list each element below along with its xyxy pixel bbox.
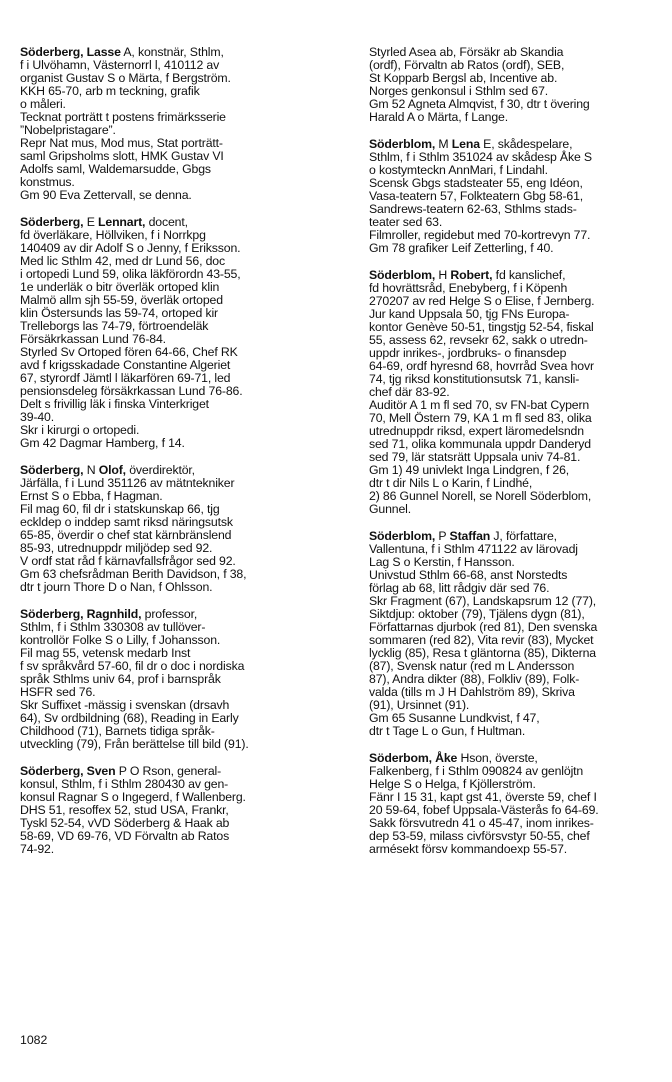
entry-text-line: DHS 51, resoffex 52, stud USA, Frankr, xyxy=(20,803,229,817)
entry-text: fd kanslichef, xyxy=(492,268,566,282)
entry-text-line: Gm 65 Susanne Lundkvist, f 47, xyxy=(369,711,540,725)
entry-text-line: Gm 42 Dagmar Hamberg, f 14. xyxy=(20,436,185,450)
entry-text-line: Adolfs saml, Waldemarsudde, Gbgs xyxy=(20,162,211,176)
entry-text-line: Ernst S o Ebba, f Hagman. xyxy=(20,489,163,503)
entry-text-line: Tecknat porträtt t postens frimärksserie xyxy=(20,110,226,124)
entry-text-line: 64-69, ordf hyresnd 68, hovrråd Svea hovr xyxy=(369,359,594,373)
entry-text-line: utveckling (79), Från berättelse till bild (91). xyxy=(20,737,249,751)
entry-text: docent, xyxy=(145,215,188,229)
entry-text-line: (91), Ursinnet (91). xyxy=(369,698,470,712)
entry-text-line: Jur kand Uppsala 50, tjg FNs Europa- xyxy=(369,307,570,321)
entry-text-line: teater sed 63. xyxy=(369,215,443,229)
entry-text-line: Norges genkonsul i Sthlm sed 67. xyxy=(369,84,549,98)
entry-text-line: Trelleborgs las 74-79, förtroendeläk xyxy=(20,319,209,333)
entry-text-line: HSFR sed 76. xyxy=(20,685,96,699)
entry-text-line: Gm 52 Agneta Almqvist, f 30, dtr t övering xyxy=(369,97,590,111)
entry-text-line: Gm 1) 49 univlekt Inga Lindgren, f 26, xyxy=(369,463,570,477)
entry-text-line: 140409 av dir Adolf S o Jenny, f Eriksson. xyxy=(20,241,241,255)
entry-text-line: Gm 78 grafiker Leif Zetterling, f 40. xyxy=(369,241,554,255)
entry-name: Söderberg, xyxy=(20,215,84,229)
entry-text-line: dtr t Tage L o Gun, f Hultman. xyxy=(369,724,526,738)
entry-text-line: Försäkrkassan Lund 76-84. xyxy=(20,332,166,346)
entry-text-line: f i Ulvöhamn, Västernorrl l, 410112 av xyxy=(20,58,220,72)
entry-text-line: Lag S o Kerstin, f Hansson. xyxy=(369,555,515,569)
entry-text-line: sommaren (red 82), Vita revir (83), Mycket xyxy=(369,633,594,647)
entry-name: Lennart, xyxy=(98,215,146,229)
entry-text: E xyxy=(83,215,99,229)
entry-text-line: sed 71, olika kommunala uppdr Danderyd xyxy=(369,437,591,451)
entry-text-line: (ordf), Förvaltn ab Ratos (ordf), SEB, xyxy=(369,58,565,72)
entry-text-line: 67, styrordf Jämtl l läkarfören 69-71, led xyxy=(20,371,231,385)
left-column xyxy=(20,46,338,870)
biography-entry xyxy=(20,216,338,450)
entry-text-line: 74-92. xyxy=(20,842,54,856)
entry-text-line: 1e underläk o bitr överläk ortoped klin xyxy=(20,280,220,294)
entry-text-line: i ortopedi Lund 59, olika läkförordn 43-55, xyxy=(20,267,241,281)
entry-text-line: lycklig (85), Resa t gläntorna (85), Dikterna xyxy=(369,646,596,660)
entry-text-line: Fil mag 55, vetensk medarb Inst xyxy=(20,646,191,660)
entry-name: Söderberg, Lasse xyxy=(20,45,121,59)
entry-text-line: Sthlm, f i Sthlm 351024 av skådesp Åke S xyxy=(369,150,592,164)
entry-heading-line: Styrled Asea ab, Försäkr ab Skandia xyxy=(369,45,564,59)
entry-text-line: valda (tills m J H Dahlström 89), Skriva xyxy=(369,685,575,699)
entry-text-line: språk Sthlms univ 64, prof i barnspråk xyxy=(20,672,221,686)
entry-text-line: Harald A o Märta, f Lange. xyxy=(369,110,508,124)
entry-text-line: Skr i kirurgi o ortopedi. xyxy=(20,423,140,437)
entry-text-line: saml Gripsholms slott, HMK Gustav VI xyxy=(20,149,224,163)
entry-text-line: 85-93, utrednuppdr miljödep sed 92. xyxy=(20,541,213,555)
entry-text-line: 65-85, överdir o chef stat kärnbränslend xyxy=(20,528,232,542)
entry-name: Söderblom, xyxy=(369,137,436,151)
biography-entry xyxy=(20,464,338,594)
entry-text-line: 74, tjg riksd konstitutionsutsk 71, kansli- xyxy=(369,372,580,386)
entry-text: H xyxy=(435,268,451,282)
entry-text-line: o kostymteckn AnnMari, f Lindahl. xyxy=(369,163,548,177)
entry-text-line: Sakk försvutredn 41 o 45-47, inom inrikes- xyxy=(369,816,594,830)
biography-entry xyxy=(369,752,669,856)
entry-text-line: 64), Sv ordbildning (68), Reading in Early xyxy=(20,711,239,725)
entry-text-line: armésekt försv kommandoexp 55-57. xyxy=(369,842,568,856)
entry-text-line: Skr Suffixet -mässig i svenskan (drsavh xyxy=(20,698,230,712)
entry-name: Robert, xyxy=(450,268,493,282)
entry-text-line: dtr t journ Thore D o Nan, f Ohlsson. xyxy=(20,580,213,594)
entry-text-line: chef där 83-92. xyxy=(369,385,450,399)
entry-text-line: o måleri. xyxy=(20,97,66,111)
entry-name: Olof, xyxy=(98,463,126,477)
entry-name: Söderberg, Ragnhild, xyxy=(20,607,142,621)
entry-text-line: Auditör A 1 m fl sed 70, sv FN-bat Cypern xyxy=(369,398,590,412)
entry-text-line: sed 79, lär statsrätt Uppsala univ 74-81. xyxy=(369,450,581,464)
entry-text-line: 2) 86 Gunnel Norell, se Norell Söderblom, xyxy=(369,489,592,503)
entry-text-line: Repr Nat mus, Mod mus, Stat porträtt- xyxy=(20,136,223,150)
biography-entry xyxy=(369,530,669,738)
entry-text-line: 55, assess 62, revsekr 62, sakk o utredn- xyxy=(369,333,588,347)
entry-name: Lena xyxy=(451,137,480,151)
entry-text-line: Författarnas djurbok (red 81), Den svenska xyxy=(369,620,598,634)
biography-entry xyxy=(20,46,338,202)
entry-text-line: fd överläkare, Höllviken, f i Norrkpg xyxy=(20,228,206,242)
entry-text-line: 70, Mell Östern 79, KA 1 m fl sed 83, olika xyxy=(369,411,592,425)
entry-text-line: Järfälla, f i Lund 351126 av mätntekniker xyxy=(20,476,235,490)
entry-text-line: Malmö allm sjh 55-59, överläk ortoped xyxy=(20,293,223,307)
entry-text-line: Gm 63 chefsrådman Berith Davidson, f 38, xyxy=(20,567,247,581)
entry-text-line: ”Nobelpristagare”. xyxy=(20,123,116,137)
entry-text: Hson, överste, xyxy=(457,751,538,765)
entry-text-line: kontrollör Folke S o Lilly, f Johansson. xyxy=(20,633,221,647)
entry-text-line: Vasa-teatern 57, Folkteatern Gbg 58-61, xyxy=(369,189,584,203)
entry-text-line: V ordf stat råd f kärnavfallsfrågor sed 92. xyxy=(20,554,236,568)
entry-text-line: Tyskl 52-54, vVD Söderberg & Haak ab xyxy=(20,816,230,830)
entry-text-line: Styrled Sv Ortoped fören 64-66, Chef RK xyxy=(20,345,238,359)
entry-text-line: Univstud Sthlm 66-68, anst Norstedts xyxy=(369,568,568,582)
entry-text-line: organist Gustav S o Märta, f Bergström. xyxy=(20,71,231,85)
entry-text: professor, xyxy=(141,607,198,621)
biography-entry xyxy=(369,269,669,516)
entry-text-line: Skr Fragment (67), Landskapsrum 12 (77), xyxy=(369,594,597,608)
entry-text-line: utrednuppdr riksd, expert läromedelsndn xyxy=(369,424,584,438)
entry-text-line: 270207 av red Helge S o Elise, f Jernberg. xyxy=(369,294,595,308)
page-number: 1082 xyxy=(20,1033,48,1047)
entry-text-line: Sthlm, f i Sthlm 330308 av tullöver- xyxy=(20,620,206,634)
entry-text-line: dtr t dir Nils L o Karin, f Lindhé, xyxy=(369,476,533,490)
entry-text-line: Delt s frivillig läk i finska Vinterkriget xyxy=(20,397,209,411)
entry-text-line: Falkenberg, f i Sthlm 090824 av genlöjtn xyxy=(369,764,584,778)
entry-text: överdirektör, xyxy=(125,463,195,477)
entry-name: Söderberg, Sven xyxy=(20,764,116,778)
entry-text-line: (87), Svensk natur (red m L Andersson xyxy=(369,659,575,673)
entry-name: Söderblom, xyxy=(369,268,436,282)
entry-text-line: Sandrews-teatern 62-63, Sthlms stads- xyxy=(369,202,577,216)
entry-text-line: 39-40. xyxy=(20,410,54,424)
entry-text-line: f sv språkvård 57-60, fil dr o doc i nordiska xyxy=(20,659,245,673)
entry-text-line: 87), Andra dikter (88), Folkliv (89), Folk- xyxy=(369,672,580,686)
entry-text: M xyxy=(435,137,452,151)
entry-text-line: Filmroller, regidebut med 70-kortrevyn 77. xyxy=(369,228,591,242)
entry-text: N xyxy=(83,463,99,477)
entry-text-line: St Kopparb Bergsl ab, Incentive ab. xyxy=(369,71,558,85)
entry-text-line: kontor Genève 50-51, tingstjg 52-54, fiskal xyxy=(369,320,594,334)
entry-text-line: klin Östersunds las 59-74, ortoped kir xyxy=(20,306,218,320)
entry-name: Söderblom, xyxy=(369,529,436,543)
entry-text-line: Fänr I 15 31, kapt gst 41, överste 59, chef I xyxy=(369,790,597,804)
entry-text-line: Gm 90 Eva Zettervall, se denna. xyxy=(20,188,192,202)
entry-text-line: 58-69, VD 69-76, VD Förvaltn ab Ratos xyxy=(20,829,230,843)
entry-text-line: Siktdjup: oktober (79), Tjälens dygn (81), xyxy=(369,607,585,621)
entry-text-line: Fil mag 60, fil dr i statskunskap 66, tjg xyxy=(20,502,220,516)
entry-text-line: Childhood (71), Barnets tidiga språk- xyxy=(20,724,215,738)
entry-text: A, konstnär, Sthlm, xyxy=(120,45,224,59)
entry-name: Söderbom, Åke xyxy=(369,751,458,765)
entry-text-line: Med lic Sthlm 42, med dr Lund 56, doc xyxy=(20,254,225,268)
entry-text: P xyxy=(435,529,450,543)
entry-text-line: konsul Ragnar S o Ingegerd, f Wallenberg. xyxy=(20,790,246,804)
entry-text-line: dep 53-59, milass civförsvstyr 50-55, chef xyxy=(369,829,590,843)
entry-text: P O Rson, general- xyxy=(115,764,222,778)
entry-text-line: eckldep o inddep samt riksd näringsutsk xyxy=(20,515,233,529)
entry-name: Staffan xyxy=(449,529,491,543)
entry-name: Söderberg, xyxy=(20,463,84,477)
entry-text-line: 20 59-64, fobef Uppsala-Västerås fo 64-69. xyxy=(369,803,599,817)
entry-text-line: Scensk Gbgs stadsteater 55, eng Idéon, xyxy=(369,176,583,190)
entry-text-line: Vallentuna, f i Sthlm 471122 av lärovadj xyxy=(369,542,578,556)
biography-entry xyxy=(20,765,338,856)
entry-text-line: avd f krigsskadade Constantine Algeriet xyxy=(20,358,231,372)
entry-text-line: konsul, Sthlm, f i Sthlm 280430 av gen- xyxy=(20,777,229,791)
entry-text-line: konstmus. xyxy=(20,175,75,189)
entry-text-line: Gunnel. xyxy=(369,502,412,516)
right-column xyxy=(369,46,669,870)
biography-entry xyxy=(369,138,669,255)
entry-text-line: uppdr inrikes-, jordbruks- o finansdep xyxy=(369,346,567,360)
entry-text: J, författare, xyxy=(490,529,557,543)
entry-text: E, skådespelare, xyxy=(479,137,573,151)
biography-entry xyxy=(369,46,669,124)
biography-entry xyxy=(20,608,338,751)
entry-text-line: Helge S o Helga, f Kjöllerström. xyxy=(369,777,536,791)
entry-text-line: pensionsdeleg försäkrkassan Lund 76-86. xyxy=(20,384,243,398)
entry-text-line: fd hovrättsråd, Enebyberg, f i Köpenh xyxy=(369,281,568,295)
entry-text-line: KKH 65-70, arb m teckning, grafik xyxy=(20,84,200,98)
entry-text-line: förlag ab 68, litt rådgiv där sed 76. xyxy=(369,581,550,595)
